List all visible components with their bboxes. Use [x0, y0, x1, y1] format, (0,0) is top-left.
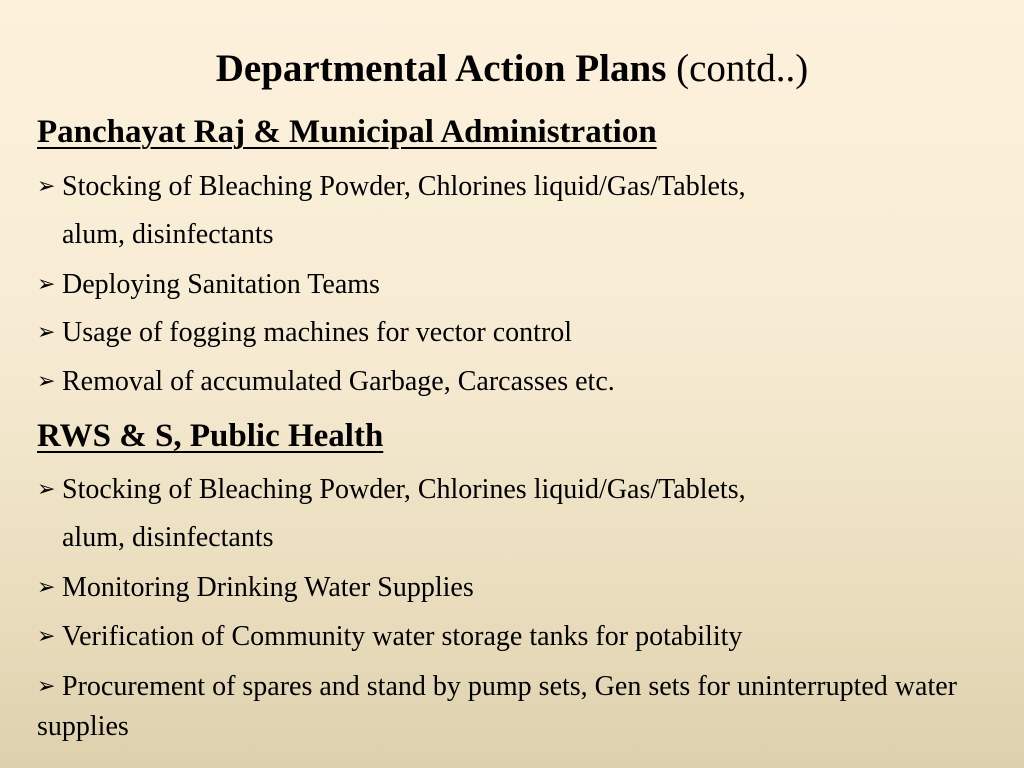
bullet-text-continued: alum, disinfectants	[62, 522, 274, 553]
bullet-text: Usage of fogging machines for vector control	[62, 317, 573, 348]
title-main: Departmental Action Plans	[215, 47, 667, 90]
slide-title	[0, 44, 1024, 94]
title-suffix: (contd..)	[676, 47, 809, 90]
arrow-bullet-icon: ➢	[37, 368, 56, 393]
bullet-item	[37, 308, 997, 357]
arrow-bullet-icon: ➢	[37, 173, 56, 198]
bullet-item	[37, 162, 997, 259]
bullet-item	[37, 612, 997, 661]
bullet-text: Verification of Community water storage tanks for potability	[62, 621, 743, 652]
section-heading-panchayat-raj: Panchayat Raj & Municipal Administration	[37, 114, 657, 150]
bullet-text: Stocking of Bleaching Powder, Chlorines liquid/Gas/Tablets,	[62, 171, 746, 202]
arrow-bullet-icon: ➢	[37, 623, 56, 648]
arrow-bullet-icon: ➢	[37, 574, 56, 599]
bullet-text: Deploying Sanitation Teams	[62, 269, 380, 300]
bullet-item	[37, 666, 997, 747]
bullet-text: Procurement of spares and stand by pump sets, Gen sets for uninterrupted water supplies	[37, 671, 957, 742]
arrow-bullet-icon: ➢	[37, 673, 56, 698]
bullet-item	[37, 357, 997, 406]
bullet-item	[37, 465, 997, 562]
arrow-bullet-icon: ➢	[37, 319, 56, 344]
arrow-bullet-icon: ➢	[37, 271, 56, 296]
bullet-text: Stocking of Bleaching Powder, Chlorines liquid/Gas/Tablets,	[62, 474, 746, 505]
section-heading-rws-public-health: RWS & S, Public Health	[37, 418, 384, 454]
bullet-text: Monitoring Drinking Water Supplies	[62, 572, 474, 603]
bullet-text: Removal of accumulated Garbage, Carcasses etc.	[62, 366, 615, 397]
arrow-bullet-icon: ➢	[37, 476, 56, 501]
bullet-text-continued: alum, disinfectants	[62, 219, 274, 250]
bullet-item	[37, 563, 997, 612]
bullet-item	[37, 260, 997, 309]
